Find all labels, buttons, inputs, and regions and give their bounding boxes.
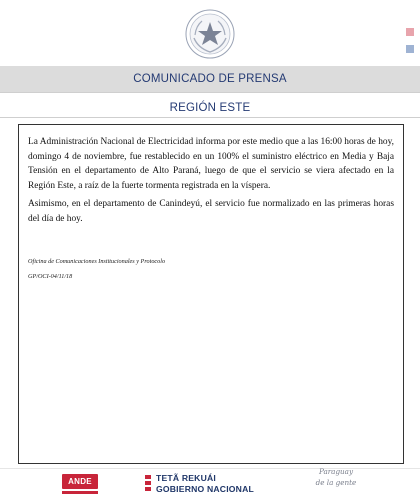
side-color-marks [406, 28, 414, 62]
government-logo-line2: GOBIERNO NACIONAL [156, 484, 254, 494]
region-subtitle: REGIÓN ESTE [169, 102, 251, 114]
press-release-box [18, 124, 404, 464]
ande-logo [62, 474, 98, 489]
paragraph-1: La Administración Nacional de Electricidad informa por este medio que a las 16:00 horas de hoy, domingo 4 de noviembre, fue restablecido en un 100% el suministro eléctrico en Media y Baja Tensión en el departamento de Alto Paraná, luego de que el servicio se viera afectado en la Región Este, a raíz de la fuerte tormenta registrada en la víspera. [28, 137, 394, 191]
subtitle-divider [0, 117, 420, 118]
document-title: COMUNICADO DE PRENSA [133, 73, 287, 85]
paragraph-2: Asimismo, en el departamento de Canindeyú, el servicio fue normalizado en las primeras horas del día de hoy. [28, 199, 394, 224]
reference-code: GP/OCI-04/11/18 [28, 272, 73, 280]
government-logo [156, 473, 254, 495]
header-divider [0, 92, 420, 93]
blue-mark [406, 45, 414, 53]
slogan-line1: Paraguay [318, 467, 354, 476]
national-seal-icon [184, 8, 236, 60]
slogan-logo [300, 466, 372, 488]
office-name: Oficina de Comunicaciones Institucionales y Protocolo [28, 257, 166, 265]
flag-stripes-icon [145, 475, 151, 493]
government-logo-line1: TETÃ REKUÁI [156, 473, 216, 483]
ande-logo-text: ANDE [68, 477, 92, 486]
slogan-line2: de la gente [315, 478, 357, 487]
ande-logo-bar [62, 491, 98, 494]
red-mark [406, 28, 414, 36]
